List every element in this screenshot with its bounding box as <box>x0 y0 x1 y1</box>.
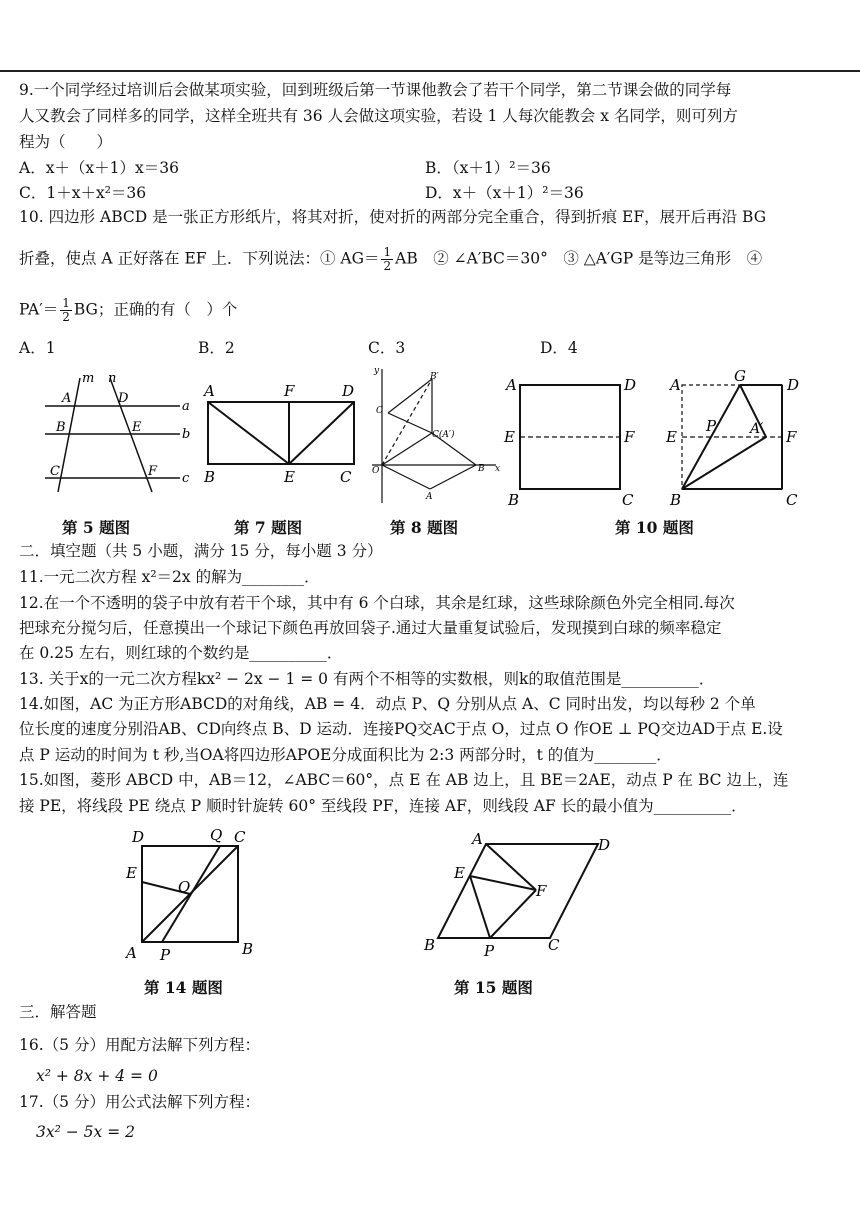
label-E: E <box>126 864 137 882</box>
label-n: n <box>108 371 117 386</box>
fraction-half: $\frac{1}{2}$ <box>383 245 392 273</box>
label-B: B <box>242 940 254 958</box>
q9-option-a: A．x＋（x＋1）x＝36 <box>19 159 180 177</box>
label-C: C <box>234 828 246 846</box>
figure-14 <box>120 826 260 966</box>
q14-line3: 点 P 运动的时间为 t 秒,当OA将四边形APOE分成面积比为 2:3 两部分时，t 的值为________． <box>19 746 672 764</box>
label-D: D <box>624 376 637 394</box>
figure-5 <box>40 370 200 510</box>
q15-line2: 接 PE，将线段 PE 绕点 P 顺时针旋转 60° 至线段 PF，连接 AF，则线段 AF 长的最小值为__________． <box>19 797 747 815</box>
q11: 11.一元二次方程 x²＝2x 的解为________． <box>19 568 320 586</box>
label-A: A <box>506 376 517 394</box>
label-C: C <box>786 491 798 508</box>
label-P: P <box>706 417 717 435</box>
q16-equation: x² + 8x + 4 = 0 <box>36 1067 158 1085</box>
label-P: P <box>160 946 171 964</box>
label-E: E <box>504 428 515 446</box>
label-B: B <box>56 420 66 435</box>
q9-option-b: B．（x＋1）²＝36 <box>425 159 551 177</box>
label-B: B <box>670 491 682 508</box>
label-O: O <box>178 878 191 896</box>
figure-5-caption: 第 5 题图 <box>62 518 131 537</box>
label-B: B <box>204 468 216 486</box>
label-m: m <box>82 371 95 386</box>
q10-option-d: D．4 <box>540 339 578 357</box>
figure-10-caption: 第 10 题图 <box>615 518 694 537</box>
label-D: D <box>132 828 145 846</box>
q10-line2-part2: AB ② ∠A′BC＝30° ③ △A′GP 是等边三角形 ④ <box>395 249 763 268</box>
label-Q: Q <box>210 826 223 844</box>
label-A: A <box>472 830 483 848</box>
fraction-half-2: $\frac{1}{2}$ <box>62 296 70 324</box>
label-x: x <box>495 464 501 474</box>
figure-7-caption: 第 7 题图 <box>234 518 303 537</box>
label-C: C <box>622 491 634 507</box>
figure-10-square <box>498 372 648 507</box>
label-c: c <box>182 471 190 486</box>
q12-line2: 把球充分搅匀后，任意摸出一个球记下颜色再放回袋子.通过大量重复试验后，发现摸到白球的频率稳定 <box>19 619 722 637</box>
figure-14-caption: 第 14 题图 <box>144 978 223 997</box>
label-E: E <box>284 468 295 486</box>
label-A: A <box>126 944 137 962</box>
label-a: a <box>182 399 190 414</box>
q10-option-b: B．2 <box>198 339 235 357</box>
label-D: D <box>787 376 800 394</box>
q9-line3: 程为（ ） <box>19 133 113 151</box>
section-3-heading: 三．解答题 <box>19 1003 97 1021</box>
label-C: C <box>376 406 383 416</box>
q15-line1: 15.如图，菱形 ABCD 中，AB＝12，∠ABC＝60°，点 E 在 AB 边上，且 BE＝2AE，动点 P 在 BC 边上，连 <box>19 771 789 789</box>
label-B: B <box>478 464 485 474</box>
figure-15 <box>418 826 618 961</box>
label-D: D <box>118 391 129 406</box>
q10-option-a: A．1 <box>19 339 56 357</box>
label-F: F <box>536 882 547 900</box>
label-A: A <box>62 391 72 406</box>
label-A: A <box>670 376 681 394</box>
q17-text: 17.（5 分）用公式法解下列方程： <box>19 1093 260 1111</box>
label-O: O <box>372 466 380 476</box>
label-D: D <box>342 382 355 400</box>
label-C: C <box>50 464 60 479</box>
label-C: C <box>340 468 352 486</box>
figure-10-folded <box>662 368 812 508</box>
label-A: A <box>426 492 433 502</box>
q10-line1: 10. 四边形 ABCD 是一张正方形纸片，将其对折，使对折的两部分完全重合，得到折痕 EF，展开后再沿 BG <box>19 208 767 226</box>
q16-text: 16.（5 分）用配方法解下列方程： <box>19 1036 260 1054</box>
q10-line2-part1: 折叠，使点 A 正好落在 EF 上．下列说法：① AG＝ <box>19 249 380 268</box>
label-E: E <box>666 428 677 446</box>
label-A: A <box>204 382 215 400</box>
label-F: F <box>148 464 158 479</box>
figure-8-caption: 第 8 题图 <box>390 518 459 537</box>
figure-7 <box>200 378 365 488</box>
q10-option-c: C．3 <box>368 339 406 357</box>
label-E: E <box>132 420 142 435</box>
label-E: E <box>454 864 465 882</box>
q9-line1: 9.一个同学经过培训后会做某项实验，回到班级后第一节课他教会了若干个同学，第二节课会做的同学每 <box>19 81 732 99</box>
label-P: P <box>484 942 495 960</box>
label-G: G <box>734 368 746 385</box>
q14-line2: 位长度的速度分别沿AB、CD向终点 B、D 运动．连接PQ交AC于点 O，过点 O 作OE ⊥ PQ交边AD于点 E.设 <box>19 720 783 738</box>
q9-option-d: D．x＋（x＋1）²＝36 <box>425 184 584 202</box>
label-F: F <box>624 428 635 446</box>
label-B: B <box>508 491 520 507</box>
top-rule <box>0 70 860 72</box>
label-F: F <box>786 428 797 446</box>
q9-line2: 人又教会了同样多的同学，这样全班共有 36 人会做这项实验，若设 1 人每次能教会 x 名同学，则可列方 <box>19 107 738 125</box>
label-B-prime: B′ <box>430 372 439 382</box>
q10-line3-part2: BG；正确的有（ ）个 <box>73 300 238 319</box>
label-C-A-prime: C(A′) <box>432 430 455 440</box>
q14-line1: 14.如图，AC 为正方形ABCD的对角线，AB = 4．动点 P、Q 分别从点 A、C 同时出发，均以每秒 2 个单 <box>19 695 756 713</box>
label-D: D <box>598 836 611 854</box>
label-b: b <box>182 427 191 442</box>
figure-8 <box>368 363 503 508</box>
figure-15-caption: 第 15 题图 <box>454 978 533 997</box>
q9-option-c: C．1＋x＋x²＝36 <box>19 184 147 202</box>
q13: 13. 关于x的一元二次方程kx² − 2x − 1 = 0 有两个不相等的实数根，则k的取值范围是__________． <box>19 670 715 688</box>
section-2-heading: 二．填空题（共 5 小题，满分 15 分，每小题 3 分） <box>19 542 383 560</box>
q17-equation: 3x² − 5x = 2 <box>36 1123 135 1141</box>
q12-line3: 在 0.25 左右，则红球的个数约是__________． <box>19 644 343 662</box>
label-C: C <box>548 936 560 954</box>
q10-line2 <box>19 246 840 273</box>
label-A-prime: A′ <box>750 421 764 437</box>
q10-line3 <box>19 297 840 324</box>
q12-line1: 12.在一个不透明的袋子中放有若干个球，其中有 6 个白球，其余是红球，这些球除颜色外完全相同.每次 <box>19 594 735 612</box>
label-B: B <box>424 936 436 954</box>
q10-line3-part1: PA′＝ <box>19 300 59 319</box>
label-F: F <box>284 382 295 400</box>
label-y: y <box>374 366 380 376</box>
